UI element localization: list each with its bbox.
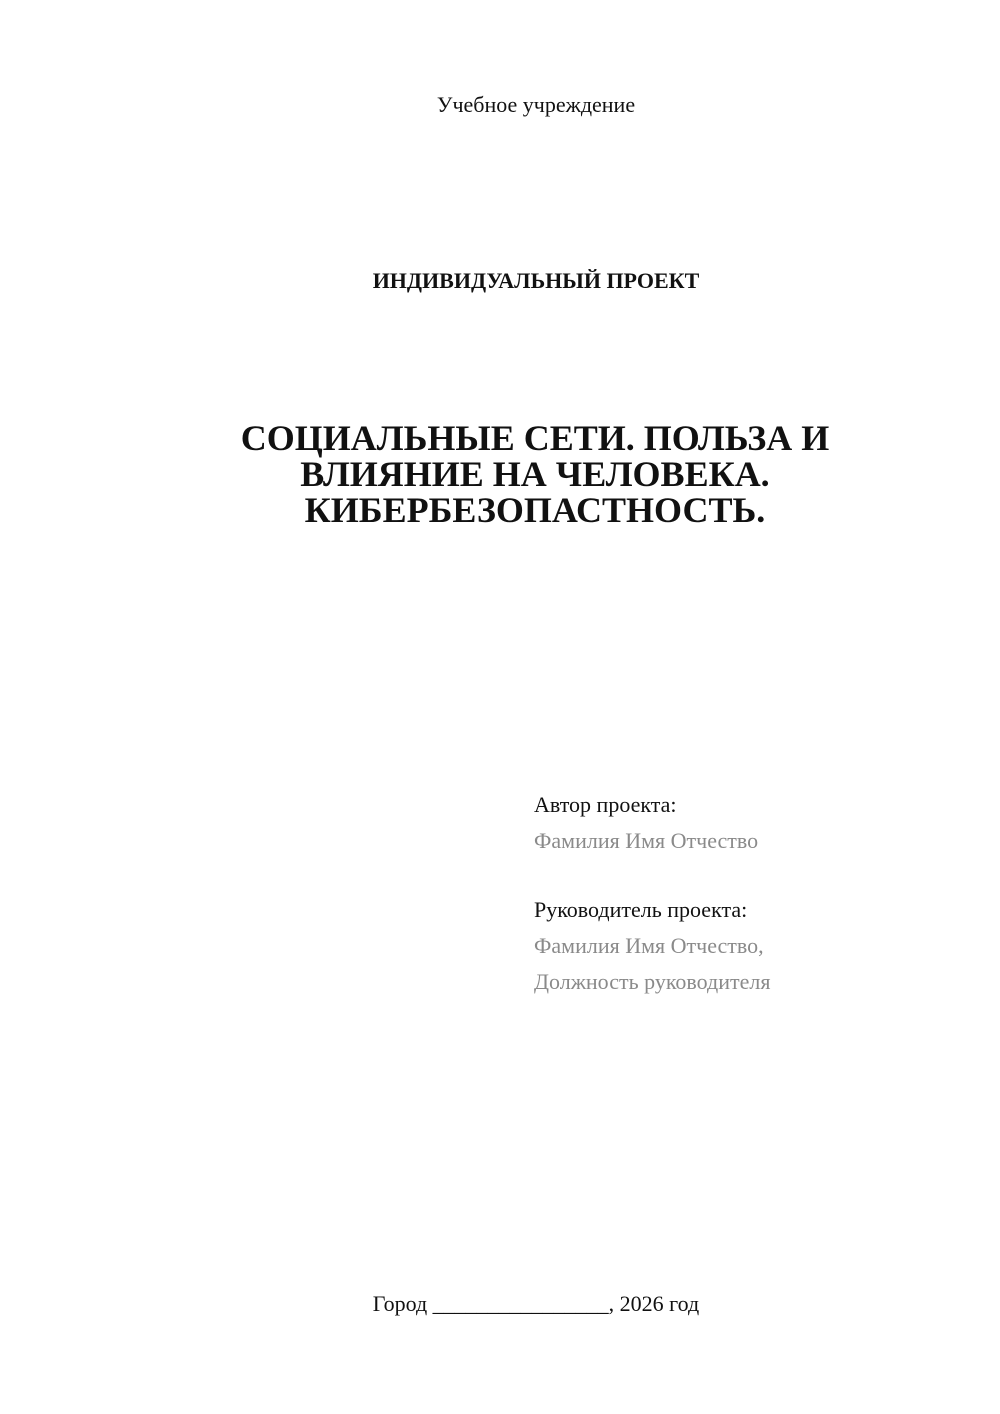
info-spacer xyxy=(534,859,954,892)
title-line-1: СОЦИАЛЬНЫЕ СЕТИ. ПОЛЬЗА И xyxy=(240,418,830,458)
author-name: Фамилия Имя Отчество xyxy=(534,828,759,853)
supervisor-name: Фамилия Имя Отчество, xyxy=(534,933,764,958)
author-label: Автор проекта: xyxy=(534,792,677,817)
supervisor-label: Руководитель проекта: xyxy=(534,897,748,922)
title-line-2: ВЛИЯНИЕ НА ЧЕЛОВЕКА. xyxy=(300,454,770,494)
document-title xyxy=(195,420,875,528)
project-info-block xyxy=(534,787,954,1000)
document-type: ИНДИВИДУАЛЬНЫЙ ПРОЕКТ xyxy=(372,268,700,293)
city-year-footer: Город ________________, 2026 год xyxy=(372,1291,700,1316)
institution-name: Учебное учреждение xyxy=(436,92,636,117)
supervisor-position: Должность руководителя xyxy=(534,969,771,994)
title-line-3: КИБЕРБЕЗОПАСТНОСТЬ. xyxy=(304,490,766,530)
